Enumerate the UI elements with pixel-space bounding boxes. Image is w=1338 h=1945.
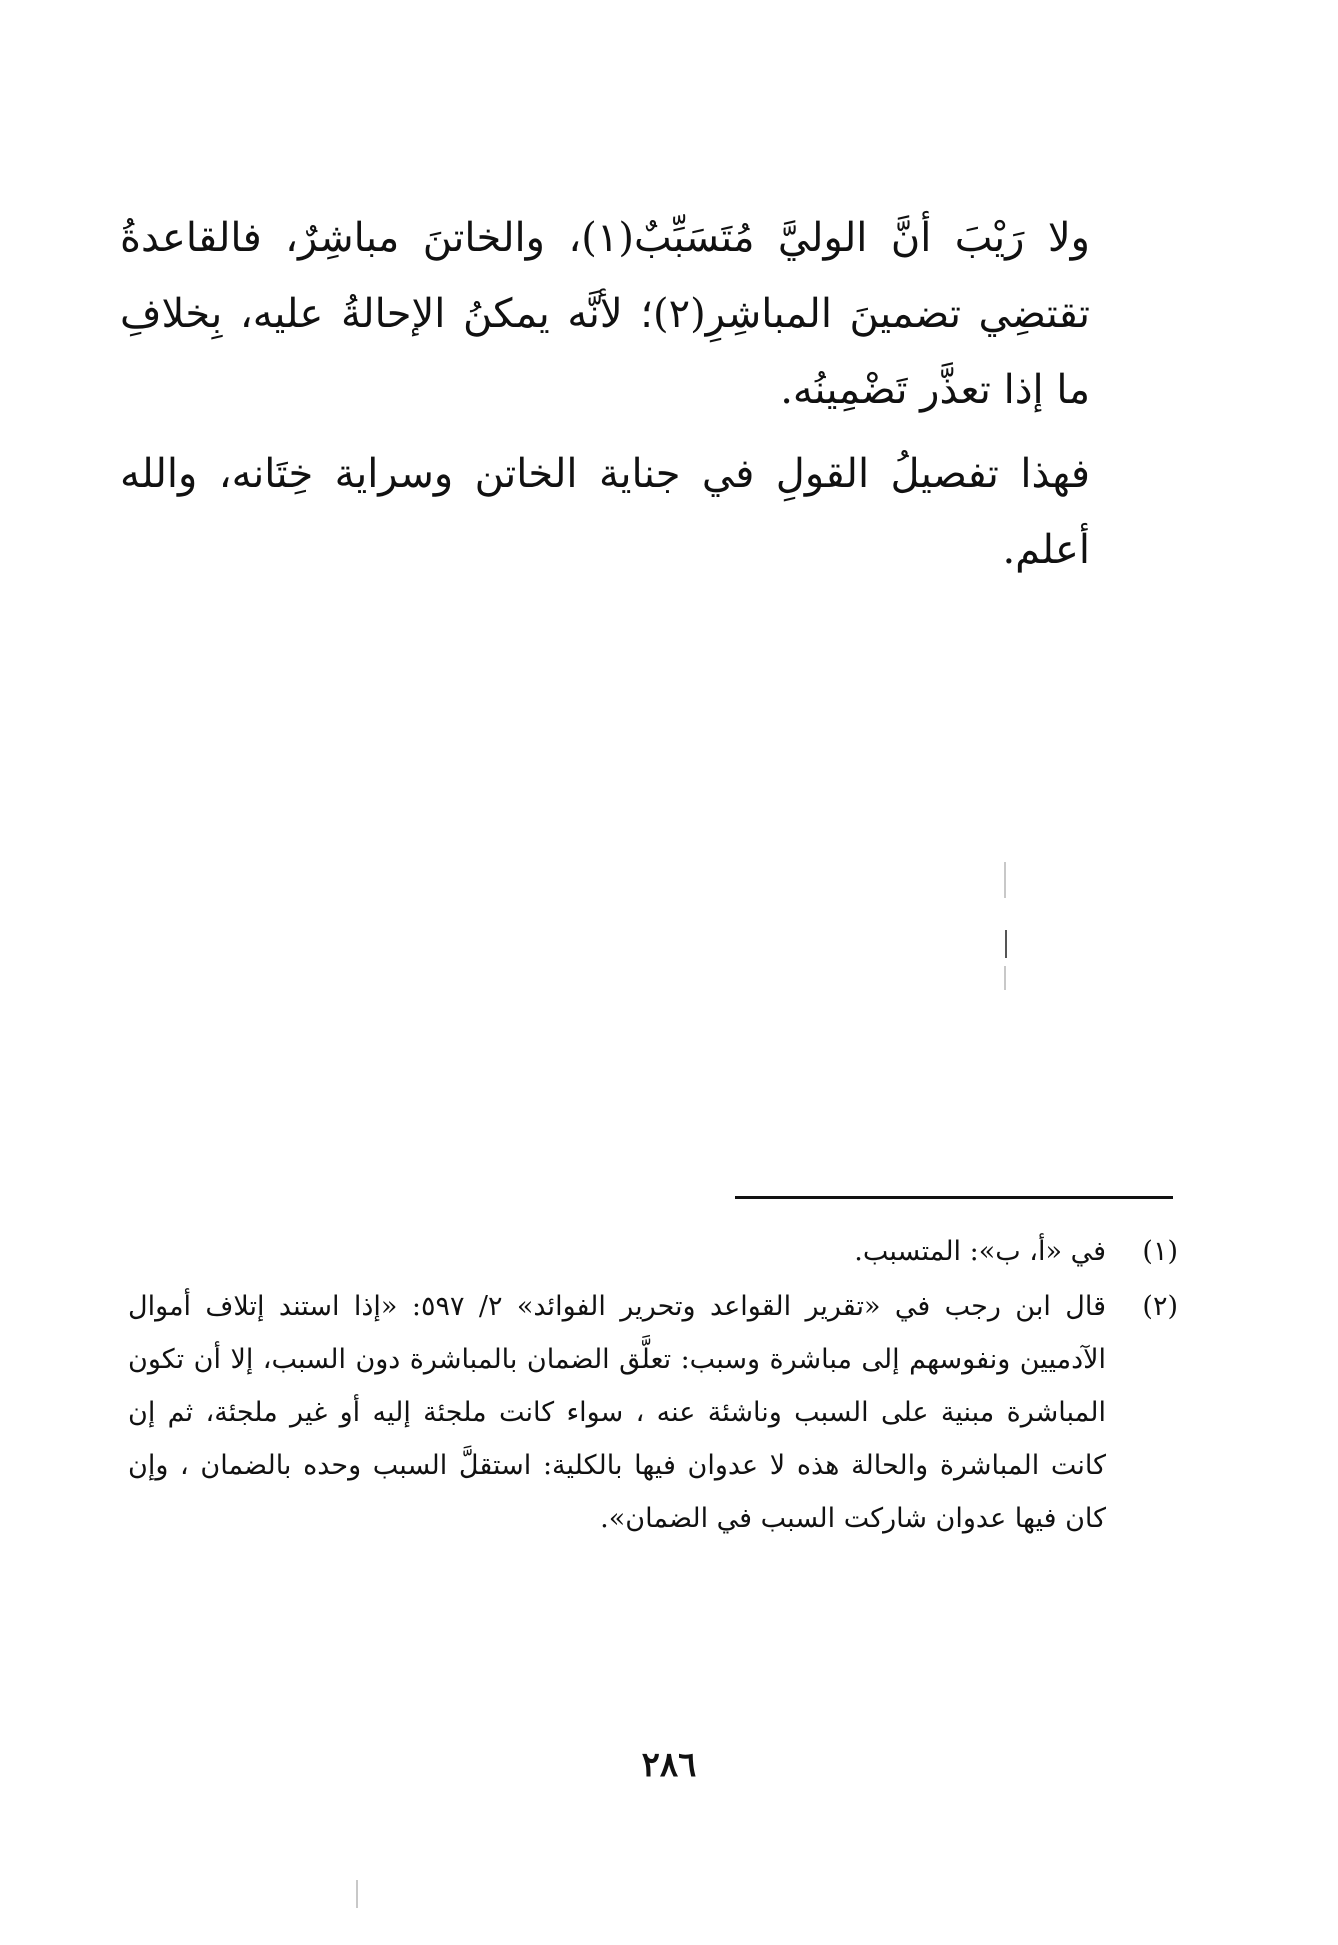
scan-speck — [1004, 966, 1006, 990]
paragraph-2: فهذا تفصيلُ القولِ في جناية الخاتن وسراية خِتَانه، والله أعلم. — [120, 451, 1090, 573]
page-number: ٢٨٦ — [641, 1745, 697, 1785]
paragraph-1: ولا رَيْبَ أنَّ الوليَّ مُتَسَبِّبٌ(١)، والخاتنَ مباشِرٌ، فالقاعدةُ تقتضِي تضمينَ المباشِرِ(٢)؛ لأنَّه يمكنُ الإحالةُ عليه، بِخلافِ ما إذا تعذَّر تَضْمِينُه. — [120, 215, 1090, 413]
footnote-2-number: (٢) — [1142, 1291, 1178, 1322]
footnote-1-number: (١) — [1142, 1236, 1178, 1267]
footnote-2-text: قال ابن رجب في «تقرير القواعد وتحرير الفوائد» ٢/ ٥٩٧: «إذا استند إتلاف أموال الآدميين ونفوسهم إلى مباشرة وسبب: تعلَّق الضمان بالمباشرة دون السبب، إلا أن تكون المباشرة مبنية على السبب وناشئة عنه ، سواء كانت ملجئة إليه أو غير ملجئة، ثم إن كانت المباشرة والحالة هذه لا عدوان فيها بالكلية: استقلَّ السبب وحده بالضمان ، وإن كان فيها عدوان شاركت السبب في الضمان». — [128, 1291, 1106, 1534]
scan-speck — [1004, 862, 1006, 898]
footnote-1-text: في «أ، ب»: المتسبب. — [854, 1236, 1106, 1267]
main-text-body — [120, 200, 1090, 588]
scan-speck — [1005, 930, 1007, 958]
footnote-separator — [735, 1196, 1173, 1199]
footnote-1 — [128, 1225, 1178, 1278]
footnote-2 — [128, 1280, 1178, 1545]
scan-speck — [356, 1880, 358, 1908]
footnotes — [128, 1225, 1178, 1545]
